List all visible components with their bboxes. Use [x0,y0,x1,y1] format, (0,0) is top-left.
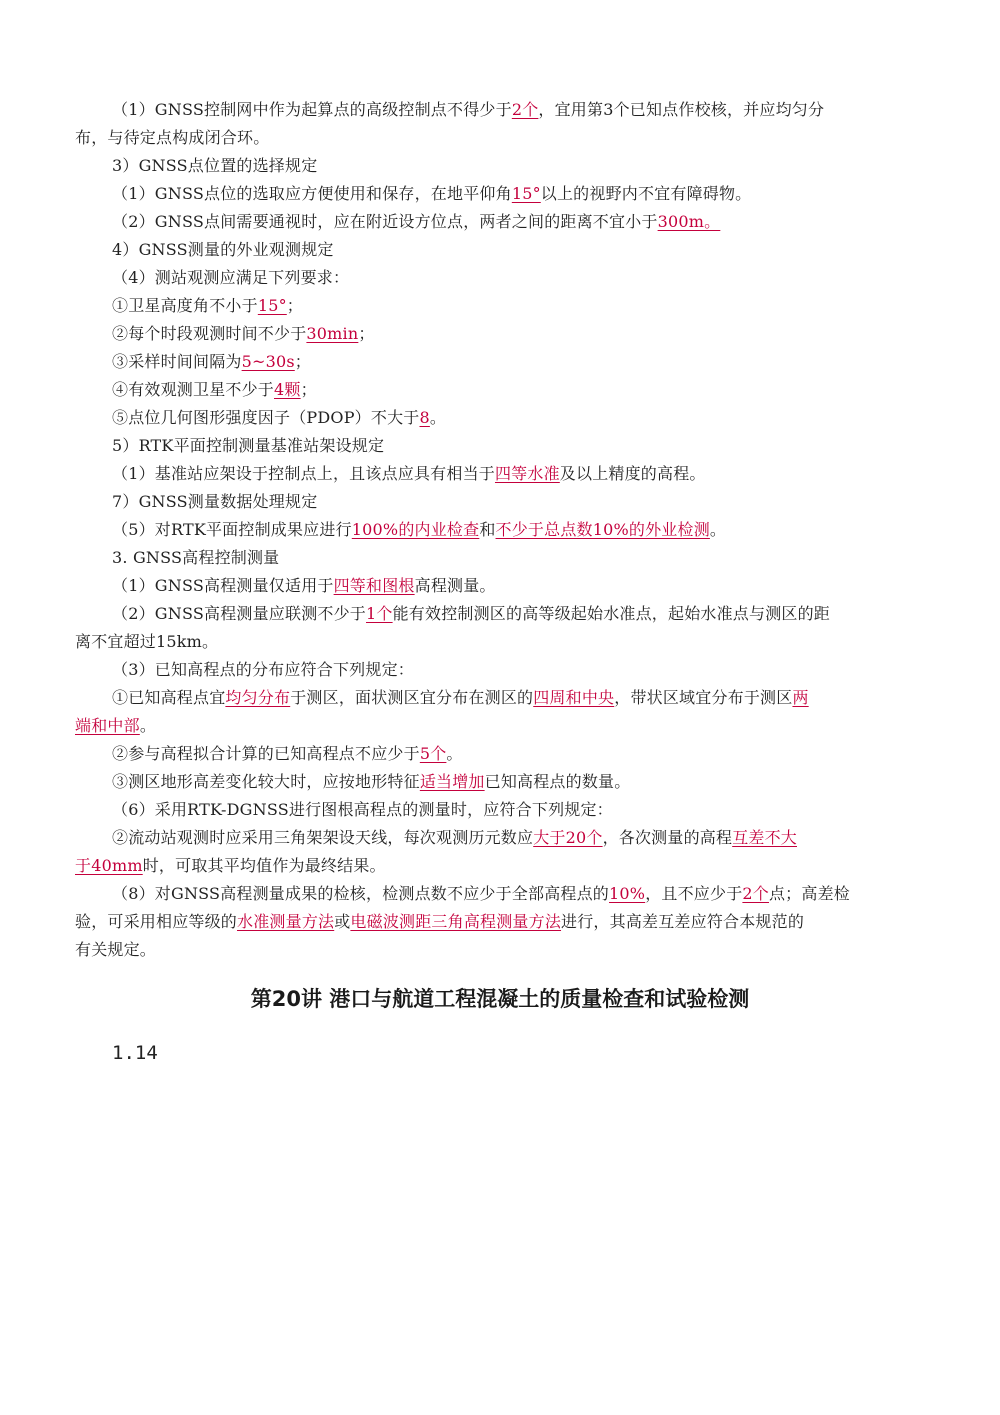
text-segment: 验，可采用相应等级的 [75,912,238,931]
highlighted-answer: 均匀分布 [225,688,291,707]
text-segment: ②每个时段观测时间不少于 [112,324,307,343]
text-line [0,852,1000,880]
highlighted-answer: 适当增加 [419,772,485,791]
highlighted-answer: 5个 [419,744,447,763]
highlighted-answer: 4颗 [274,380,301,399]
highlighted-answer: 四等水准 [494,464,560,483]
highlighted-answer: 5~30s [241,352,295,371]
text-segment: （8）对GNSS高程测量成果的检核，检测点数不应少于全部高程点的 [112,884,610,903]
section-heading: 第20讲 港口与航道工程混凝土的质量检查和试验检测 [250,987,750,1011]
text-segment: （1）GNSS高程测量仅适用于 [112,576,334,595]
highlighted-answer: 1个 [366,604,393,623]
highlighted-answer: 15° [257,296,287,315]
highlighted-answer: 四等和图根 [333,576,415,595]
text-segment: （1）GNSS点位的选取应方便使用和保存，在地平仰角 [112,184,512,203]
text-segment: ； [294,352,311,371]
highlighted-answer: 大于20个 [533,828,603,847]
text-segment: （5）对RTK平面控制成果应进行 [112,520,352,539]
text-line [0,796,1000,824]
text-line [0,740,1000,768]
text-segment: 已知高程点的数量。 [484,772,631,791]
text-line [0,404,1000,432]
text-segment: 。 [446,744,463,763]
text-line [0,460,1000,488]
text-segment: ②流动站观测时应采用三角架架设天线，每次观测历元数应 [112,828,534,847]
text-segment: （3）已知高程点的分布应符合下列规定： [112,660,414,679]
text-segment: （1）GNSS控制网中作为起算点的高级控制点不得少于 [112,100,512,119]
text-line [0,152,1000,180]
text-line [0,516,1000,544]
highlighted-answer: 30min [306,324,359,343]
text-segment: 。 [709,520,727,539]
highlighted-answer: 于40mm [75,856,143,875]
text-segment: ，各次测量的高程 [602,828,733,847]
text-line [0,684,1000,712]
text-segment: 高程测量。 [414,576,496,595]
text-segment: ③测区地形高差变化较大时，应按地形特征 [112,772,420,791]
text-line [0,264,1000,292]
highlighted-answer: 电磁波测距三角高程测量方法 [350,912,562,931]
text-segment: ⑤点位几何图形强度因子（PDOP）不大于 [112,408,420,427]
text-segment: ④有效观测卫星不少于 [112,380,275,399]
text-segment: （6）采用RTK-DGNSS进行图根高程点的测量时，应符合下列规定： [112,800,613,819]
text-segment: ②参与高程拟合计算的已知高程点不应少于 [112,744,420,763]
text-segment: ，带状区域宜分布于测区 [614,688,793,707]
text-segment: 能有效控制测区的高等级起始水准点，起始水准点与测区的距 [392,604,831,623]
text-segment: ； [300,380,317,399]
text-line [0,908,1000,936]
text-segment: 有关规定。 [75,940,157,959]
text-line [0,600,1000,628]
text-segment: 4）GNSS测量的外业观测规定 [112,240,334,259]
text-line [0,936,1000,964]
text-segment: （1）基准站应架设于控制点上，且该点应具有相当于 [112,464,495,483]
text-segment: 和 [479,520,496,539]
highlighted-answer: 四周和中央 [533,688,615,707]
text-segment: 布，与待定点构成闭合环。 [75,128,270,147]
text-segment: 3）GNSS点位置的选择规定 [112,156,318,175]
text-line [0,432,1000,460]
text-line [0,320,1000,348]
text-segment: 于测区，面状测区宜分布在测区的 [290,688,534,707]
text-line [0,96,1000,124]
text-segment: 离不宜超过15km。 [75,632,219,651]
text-line [0,376,1000,404]
highlighted-answer: 15° [511,184,541,203]
highlighted-answer: 水准测量方法 [237,912,335,931]
text-segment: ①已知高程点宜 [112,688,226,707]
text-segment: 。 [139,716,157,735]
text-segment: 时，可取其平均值作为最终结果。 [142,856,386,875]
text-segment: 进行，其高差互差应符合本规范的 [561,912,805,931]
highlighted-answer: 2个 [742,884,769,903]
highlighted-answer: 300m。 [657,212,721,231]
highlighted-answer: 两 [792,688,809,707]
footer-number: 1.14 [112,1042,158,1064]
text-segment: ，宜用第3个已知点作校核，并应均匀分 [538,100,825,119]
text-line [0,572,1000,600]
text-segment: （2）GNSS高程测量应联测不少于 [112,604,367,623]
text-segment: 7）GNSS测量数据处理规定 [112,492,318,511]
text-line [0,824,1000,852]
text-segment: 以上的视野内不宜有障碍物。 [540,184,752,203]
text-line [0,180,1000,208]
highlighted-answer: 互差不大 [732,828,797,847]
text-segment: 5）RTK平面控制测量基准站架设规定 [112,436,385,455]
text-line [0,124,1000,152]
text-segment: 及以上精度的高程。 [559,464,706,483]
highlighted-answer: 8 [419,408,430,427]
highlighted-answer: 10% [609,884,646,903]
text-segment: （4）测站观测应满足下列要求： [112,268,350,287]
text-segment: ①卫星高度角不小于 [112,296,258,315]
text-line [0,656,1000,684]
highlighted-answer: 100%的内业检查 [351,520,480,539]
text-line [0,712,1000,740]
text-segment: 。 [429,408,447,427]
text-segment: （2）GNSS点间需要通视时，应在附近设方位点，两者之间的距离不宜小于 [112,212,658,231]
text-line [0,880,1000,908]
text-segment: 或 [334,912,351,931]
text-segment: 3. GNSS高程控制测量 [112,548,280,567]
text-line [0,628,1000,656]
text-segment: ③采样时间间隔为 [112,352,242,371]
highlighted-answer: 2个 [511,100,539,119]
text-line [0,544,1000,572]
text-line [0,236,1000,264]
text-segment: 点；高差检 [768,884,850,903]
text-segment: ，且不应少于 [645,884,743,903]
text-segment: ； [358,324,375,343]
text-line [0,768,1000,796]
text-line [0,348,1000,376]
text-line [0,292,1000,320]
text-line [0,208,1000,236]
highlighted-answer: 端和中部 [75,716,140,735]
text-segment: ； [286,296,303,315]
text-line [0,488,1000,516]
highlighted-answer: 不少于总点数10%的外业检测 [495,520,710,539]
